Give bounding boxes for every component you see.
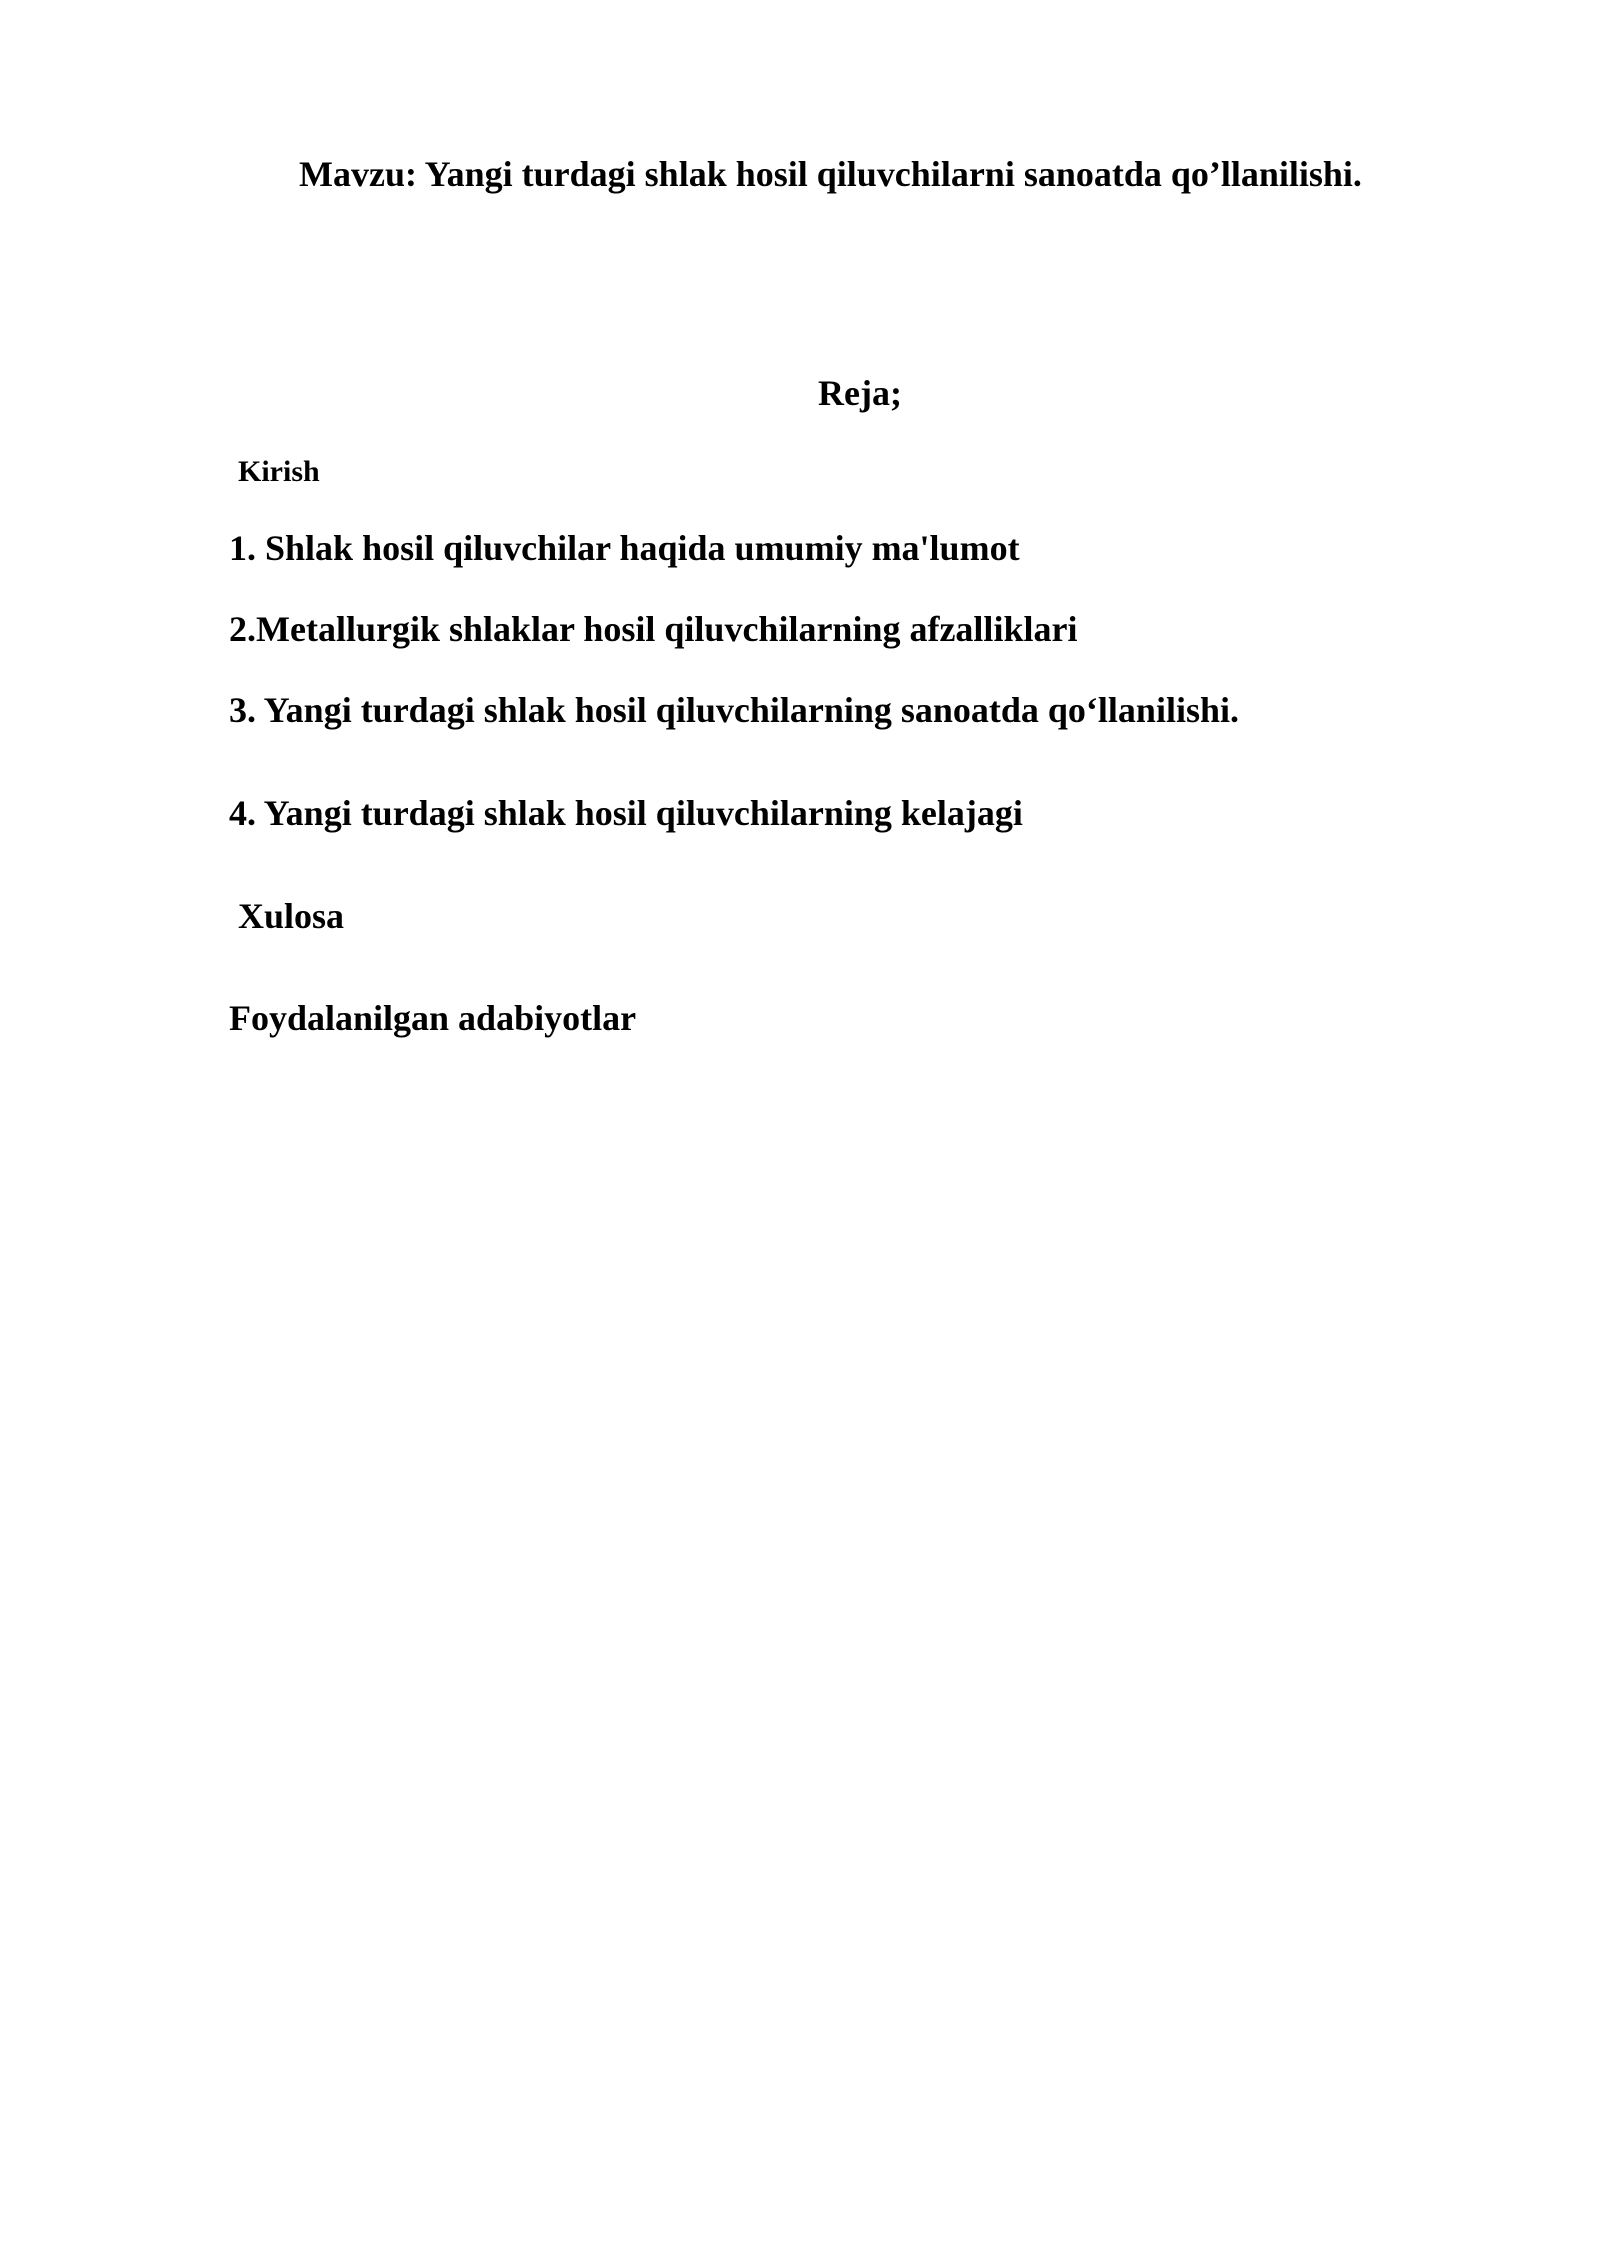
document-title: Mavzu: Yangi turdagi shlak hosil qiluvchilarni sanoatda qo’llanilishi.: [299, 154, 1362, 194]
plan-references: Foydalanilgan adabiyotlar: [229, 998, 637, 1038]
plan-intro: Kirish: [238, 455, 320, 488]
plan-conclusion: Xulosa: [238, 896, 345, 936]
plan-item-3: 3. Yangi turdagi shlak hosil qiluvchilarning sanoatda qo‘llanilishi.: [229, 690, 1239, 730]
plan-item-2: 2.Metallurgik shlaklar hosil qiluvchilarning afzalliklari: [229, 609, 1078, 649]
plan-item-1: 1. Shlak hosil qiluvchilar haqida umumiy ma'lumot: [229, 528, 1020, 568]
plan-item-4: 4. Yangi turdagi shlak hosil qiluvchilarning kelajagi: [229, 793, 1023, 833]
plan-heading: Reja;: [818, 373, 902, 413]
